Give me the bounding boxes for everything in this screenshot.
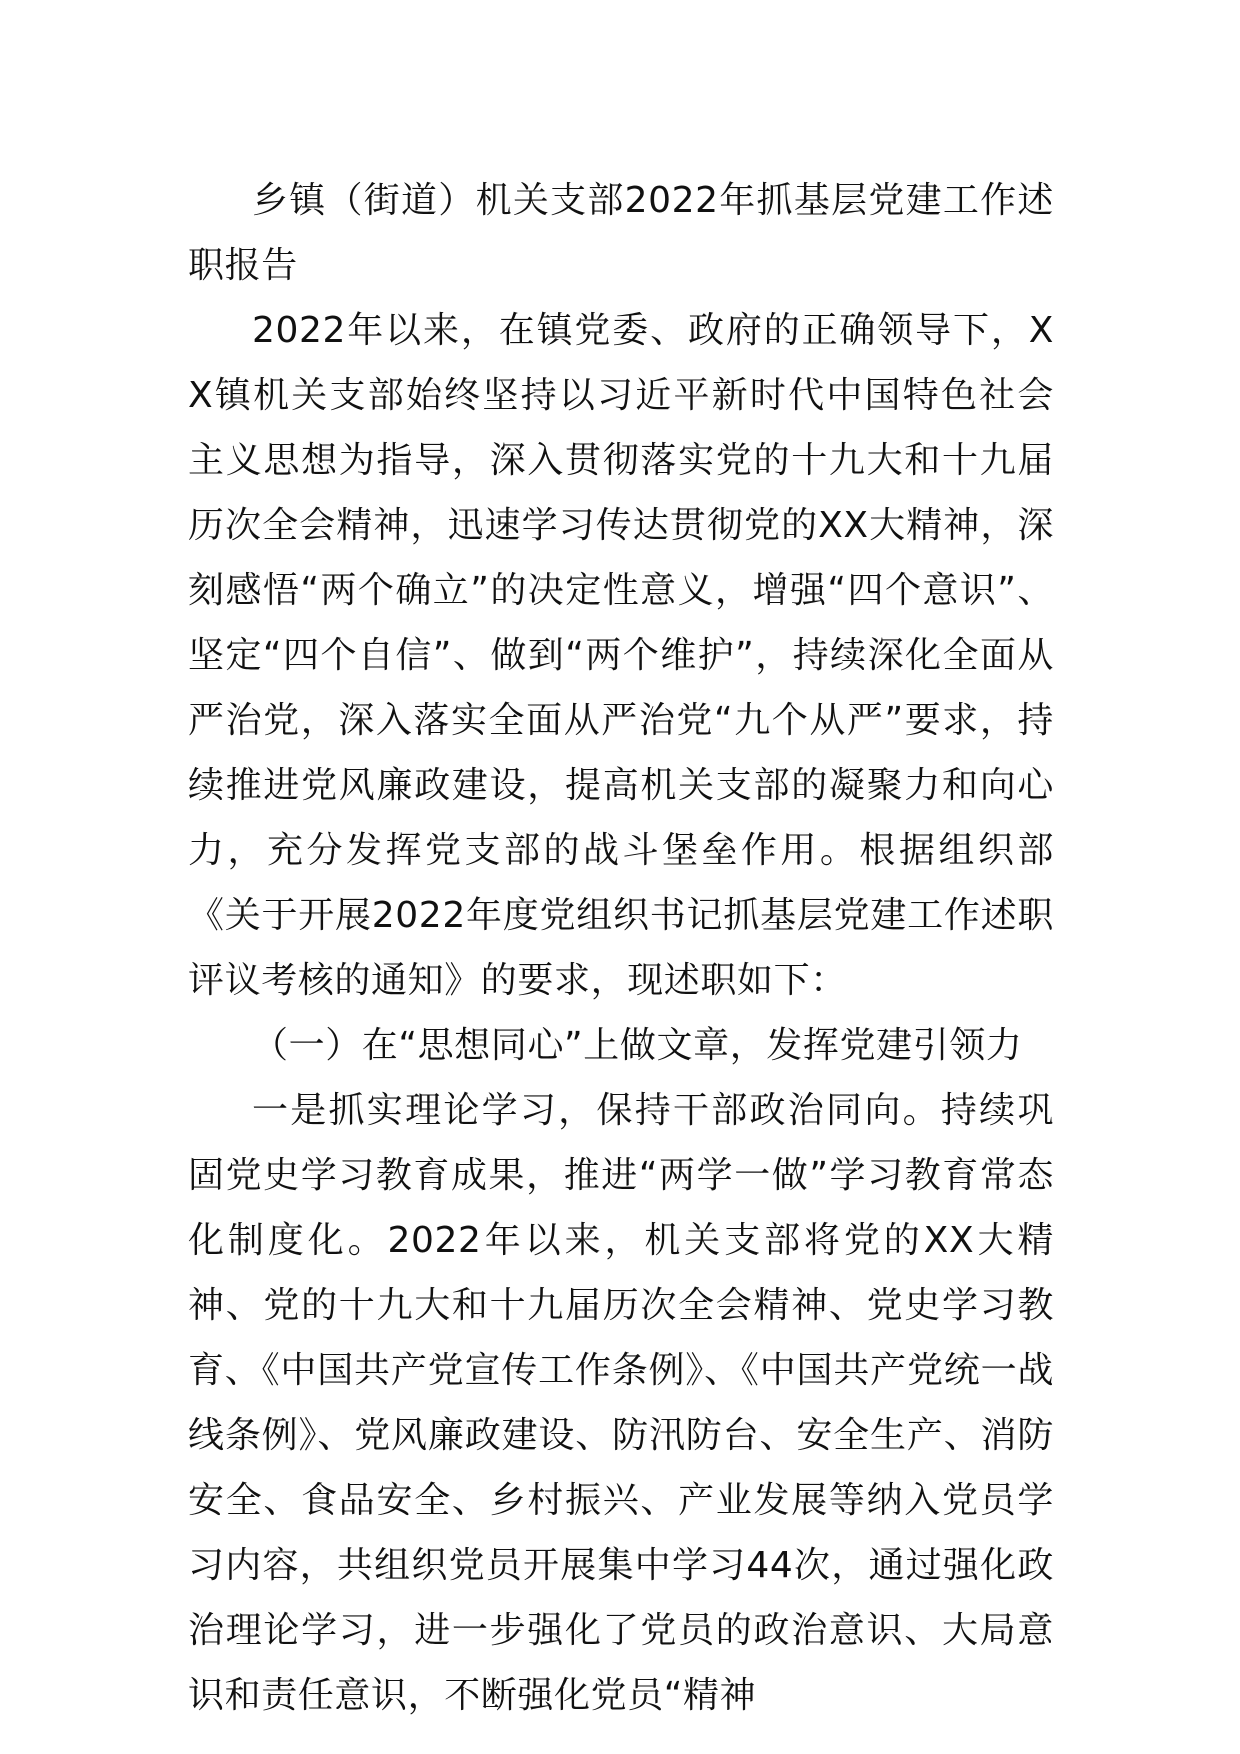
document-title: 乡镇（街道）机关支部2022年抓基层党建工作述职报告 [188, 180, 1054, 286]
section-heading: （一）在“思想同心”上做文章，发挥党建引领力 [252, 1025, 1023, 1066]
intro-paragraph: 2022年以来，在镇党委、政府的正确领导下，XX镇机关支部始终坚持以习近平新时代中国特色社会主义思想为指导，深入贯彻落实党的十九大和十九届历次全会精神，迅速学习传达贯彻党的XX大精神，深刻感悟“两个确立”的决定性意义，增强“四个意识”、坚定“四个自信”、做到“两个维护”，持续深化全面从严治党，深入落实全面从严治党“九个从严”要求，持续推进党风廉政建设，提高机关支部的凝聚力和向心力，充分发挥党支部的战斗堡垒作用。根据组织部《关于开展2022年度党组织书记抓基层党建工作述职评议考核的通知》的要求，现述职如下： [188, 310, 1054, 1001]
section-paragraph: 一是抓实理论学习，保持干部政治同向。持续巩固党史学习教育成果，推进“两学一做”学习教育常态化制度化。2022年以来，机关支部将党的XX大精神、党的十九大和十九届历次全会精神、党史学习教育、《中国共产党宣传工作条例》、《中国共产党统一战线条例》、党风廉政建设、防汛防台、安全生产、消防安全、食品安全、乡村振兴、产业发展等纳入党员学习内容，共组织党员开展集中学习44次，通过强化政治理论学习，进一步强化了党员的政治意识、大局意识和责任意识，不断强化党员“精神 [188, 1090, 1054, 1716]
document-body [188, 168, 1054, 1728]
